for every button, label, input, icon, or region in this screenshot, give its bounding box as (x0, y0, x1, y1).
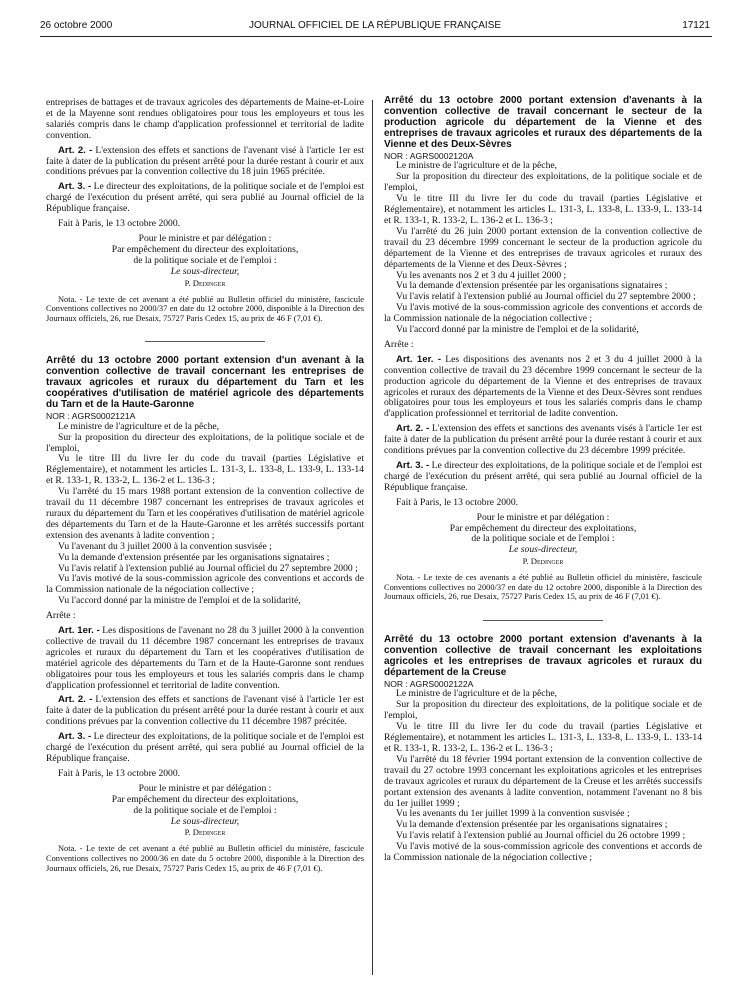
article-3: Art. 3. - Le directeur des exploitations, de la politique sociale et de l'emploi est chargé de l'exécution du présent arrêté, qui sera publié au Journal officiel de la République française. (46, 731, 364, 764)
nor-reference: NOR : AGRS0002120A (384, 150, 474, 161)
article-1: Art. 1er. - Les dispositions de l'avenant no 28 du 3 juillet 2000 à la convention collective de travail du 11 décembre 1987 concernant les entreprises de travaux agricoles et ruraux du département du Tarn et les coopératives d'utilisation de matériel agricole des départements du Tarn et de la Haute-Garonne sont rendues obligatoires pour tous les employeurs et tous les salariés compris dans le champ d'application professionnel et territorial de ladite convention. (46, 625, 364, 691)
nota-note: Nota. - Le texte de cet avenant a été publié au Bulletin officiel du ministère, fascicule Conventions collectives no 2000/36 en date du 5 octobre 2000, disponible à la Direction des Journaux officiels, 26, rue Desaix, 75727 Paris Cedex 15, au prix de 46 F (7,01 €). (46, 844, 364, 873)
article-3: Art. 3. - Le directeur des exploitations, de la politique sociale et de l'emploi est chargé de l'exécution du présent arrêté, qui sera publié au Journal officiel de la République française. (46, 181, 364, 215)
visa: Vu l'avis relatif à l'extension publié au Journal officiel du 27 septembre 2000 ; (58, 562, 358, 574)
arrete-heading: Arrête : (384, 338, 414, 350)
section-separator (145, 341, 265, 342)
visa: Vu l'avis motivé de la sous-commission agricole des conventions et accords de la Commission nationale de la négociation collective ; (46, 573, 364, 596)
visa: Sur la proposition du directeur des exploitations, de la politique sociale et de l'emploi, (384, 171, 702, 194)
visa: Vu les avenants nos 2 et 3 du 4 juillet 2000 ; (396, 269, 567, 281)
decree-title: Arrêté du 13 octobre 2000 portant extension d'avenants à la convention collective de travail concernant le secteur de la production agricole du département de la Vienne et des entreprises de travaux agricoles et ruraux des départements de la Vienne et des Deux-Sèvres (384, 95, 702, 150)
signature-block: Pour le ministre et par délégation : Par empêchement du directeur des exploitations, de la politique sociale et de l'emploi : Le sous-directeur, P. Dedinger (111, 782, 299, 838)
article-2: Art. 2. - L'extension des effets et sanctions des avenants visés à l'article 1er est faite à dater de la publication du présent arrêté pour la durée restant à courir et aux conditions prévues par la convention collective du 23 décembre 1999 précitée. (384, 423, 702, 457)
article-2: Art. 2. - L'extension des effets et sanctions de l'avenant visé à l'article 1er est faite à dater de la publication du présent arrêté pour la durée restant à courir et aux conditions prévues par la convention collective du 11 décembre 1987 précitée. (46, 694, 364, 728)
visa: Sur la proposition du directeur des exploitations, de la politique sociale et de l'emploi, (46, 431, 364, 454)
visa: Vu l'avis relatif à l'extension publié au Journal officiel du 26 octobre 1999 ; (396, 830, 686, 842)
right-column (384, 96, 702, 864)
visa: Vu l'arrêté du 18 février 1994 portant extension de la convention collective de travail du 27 octobre 1993 concernant les exploitations agricoles et les entreprises de travaux agricoles et ruraux du département de la Creuse et les arrêtés successifs portant extension des avenants à ladite convention, notamment l'avenant no 8 bis du 1er juillet 1999 ; (384, 753, 702, 809)
visa: Vu la demande d'extension présentée par les organisations signataires ; (58, 551, 330, 563)
visa: Vu les avenants du 1er juillet 1999 à la convention susvisée ; (396, 808, 630, 820)
visa: Vu l'avis motivé de la sous-commission agricole des conventions et accords de la Commission nationale de la négociation collective ; (384, 841, 702, 864)
arrete-heading: Arrête : (46, 610, 76, 622)
signature-block: Pour le ministre et par délégation : Par empêchement du directeur des exploitations, de la politique sociale et de l'emploi : Le sous-directeur, P. Dedinger (111, 232, 299, 288)
visa: Le ministre de l'agriculture et de la pêche, (58, 420, 220, 432)
article-2: Art. 2. - L'extension des effets et sanctions de l'avenant visé à l'article 1er est faite à dater de la publication du présent arrêté pour la durée restant à courir et aux conditions prévues par la convention collective du 18 juin 1965 précitée. (46, 144, 364, 178)
nor-reference: NOR : AGRS0002121A (46, 410, 136, 421)
header-date: 26 octobre 2000 (40, 20, 113, 31)
signature-block: Pour le ministre et par délégation : Par empêchement du directeur des exploitations, de la politique sociale et de l'emploi : Le sous-directeur, P. Dedinger (449, 511, 637, 567)
visa: Vu l'avis motivé de la sous-commission agricole des conventions et accords de la Commission nationale de la négociation collective ; (384, 302, 702, 325)
decree-title: Arrêté du 13 octobre 2000 portant extension d'un avenant à la convention collective de travail concernant les entreprises de travaux agricoles et ruraux du département du Tarn et les coopératives d'utilisation de matériel agricole des départements du Tarn et de la Haute-Garonne (46, 355, 364, 410)
continued-paragraph: entreprises de battages et de travaux agricoles des départements de Maine-et-Loire et de la Mayenne sont rendues obligatoires pour tous les employeurs et tous les salariés compris dans le champ d'application professionnel et territorial de ladite convention. (46, 97, 364, 141)
nota-note: Nota. - Le texte de ces avenants a été publié au Bulletin officiel du ministère, fascicule Conventions collectives no 2000/37 en date du 12 octobre 2000, disponible à la Direction des Journaux officiels, 26, rue Desaix, 75727 Paris Cedex 15, au prix de 46 F (7,01 €). (384, 573, 702, 602)
visa: Sur la proposition du directeur des exploitations, de la politique sociale et de l'emploi, (384, 699, 702, 722)
fait-a-paris: Fait à Paris, le 13 octobre 2000. (58, 218, 181, 230)
visa: Vu l'avenant du 3 juillet 2000 à la convention susvisée ; (58, 540, 272, 552)
header-page-number: 17121 (682, 20, 710, 31)
section-separator (483, 620, 603, 621)
left-column (46, 98, 364, 873)
article-3: Art. 3. - Le directeur des exploitations, de la politique sociale et de l'emploi est chargé de l'exécution du présent arrêté, qui sera publié au Journal officiel de la République française. (384, 460, 702, 493)
visa: Vu la demande d'extension présentée par les organisations signataires ; (396, 280, 668, 292)
visa: Vu la demande d'extension présentée par les organisations signataires ; (396, 819, 668, 831)
column-divider (372, 100, 373, 975)
nota-note: Nota. - Le texte de cet avenant a été publié au Bulletin officiel du ministère, fascicule Conventions collectives no 2000/37 en date du 12 octobre 2000, disponible à la Direction des Journaux officiels, 26, rue Desaix, 75727 Paris Cedex 15, au prix de 46 F (7,01 €). (46, 294, 364, 323)
running-header (40, 20, 710, 34)
fait-a-paris: Fait à Paris, le 13 octobre 2000. (58, 767, 181, 779)
visa: Vu l'arrêté du 15 mars 1988 portant extension de la convention collective de travail du 11 décembre 1987 concernant les entreprises de travaux agricoles et ruraux du département du Tarn et les coopératives d'utilisation de matériel agricole des départements du Tarn et de la Haute-Garonne et les arrêtés successifs portant extension des avenants à ladite convention ; (46, 486, 364, 541)
visa: Le ministre de l'agriculture et de la pêche, (396, 688, 558, 700)
visa: Vu l'arrêté du 26 juin 2000 portant extension de la convention collective de travail du 23 décembre 1999 concernant le secteur de la production agricole du département de la Vienne et des entreprises de travaux agricoles et ruraux des départements de la Vienne et des Deux-Sèvres ; (384, 225, 702, 270)
article-1: Art. 1er. - Les dispositions des avenants nos 2 et 3 du 4 juillet 2000 à la convention collective de travail du 23 décembre 1999 concernant le secteur de la production agricole du département de la Vienne et des entreprises de travaux agricoles et ruraux des départements de la Vienne et des Deux-Sèvres sont rendues obligatoires pour tous les employeurs et tous les salariés compris dans le champ d'application professionnel et territorial de ladite convention. (384, 353, 702, 420)
visa: Le ministre de l'agriculture et de la pêche, (396, 160, 558, 172)
visa: Vu l'accord donné par la ministre de l'emploi et de la solidarité, (58, 595, 301, 607)
visa: Vu le titre III du livre Ier du code du travail (parties Législative et Réglementaire), et notamment les articles L. 131-3, L. 133-8, L. 133-9, L. 133-14 et R. 133-1, R. 133-2, L. 136-2 et L. 136-3 ; (384, 193, 702, 226)
header-journal-title: JOURNAL OFFICIEL DE LA RÉPUBLIQUE FRANÇAISE (248, 20, 502, 31)
nor-reference: NOR : AGRS0002122A (384, 678, 474, 689)
visa: Vu le titre III du livre Ier du code du travail (parties Législative et Réglementaire), et notamment les articles L. 131-3, L. 133-8, L. 133-9, L. 133-14 et R. 133-1, R. 133-2, L. 136-2 et L. 136-3 ; (46, 453, 364, 487)
visa: Vu l'accord donné par la ministre de l'emploi et de la solidarité, (396, 324, 639, 336)
visa: Vu l'avis relatif à l'extension publié au Journal officiel du 27 septembre 2000 ; (396, 291, 696, 303)
visa: Vu le titre III du livre Ier du code du travail (parties Législative et Réglementaire), et notamment les articles L. 131-3, L. 133-8, L. 133-9, L. 133-14 et R. 133-1, R. 133-2, L. 136-2 et L. 136-3 ; (384, 721, 702, 754)
decree-title: Arrêté du 13 octobre 2000 portant extension d'avenants à la convention collective de travail concernant les exploitations agricoles et les entreprises de travaux agricoles et ruraux du département de la Creuse (384, 633, 702, 678)
header-rule (40, 36, 712, 37)
fait-a-paris: Fait à Paris, le 13 octobre 2000. (396, 496, 519, 508)
